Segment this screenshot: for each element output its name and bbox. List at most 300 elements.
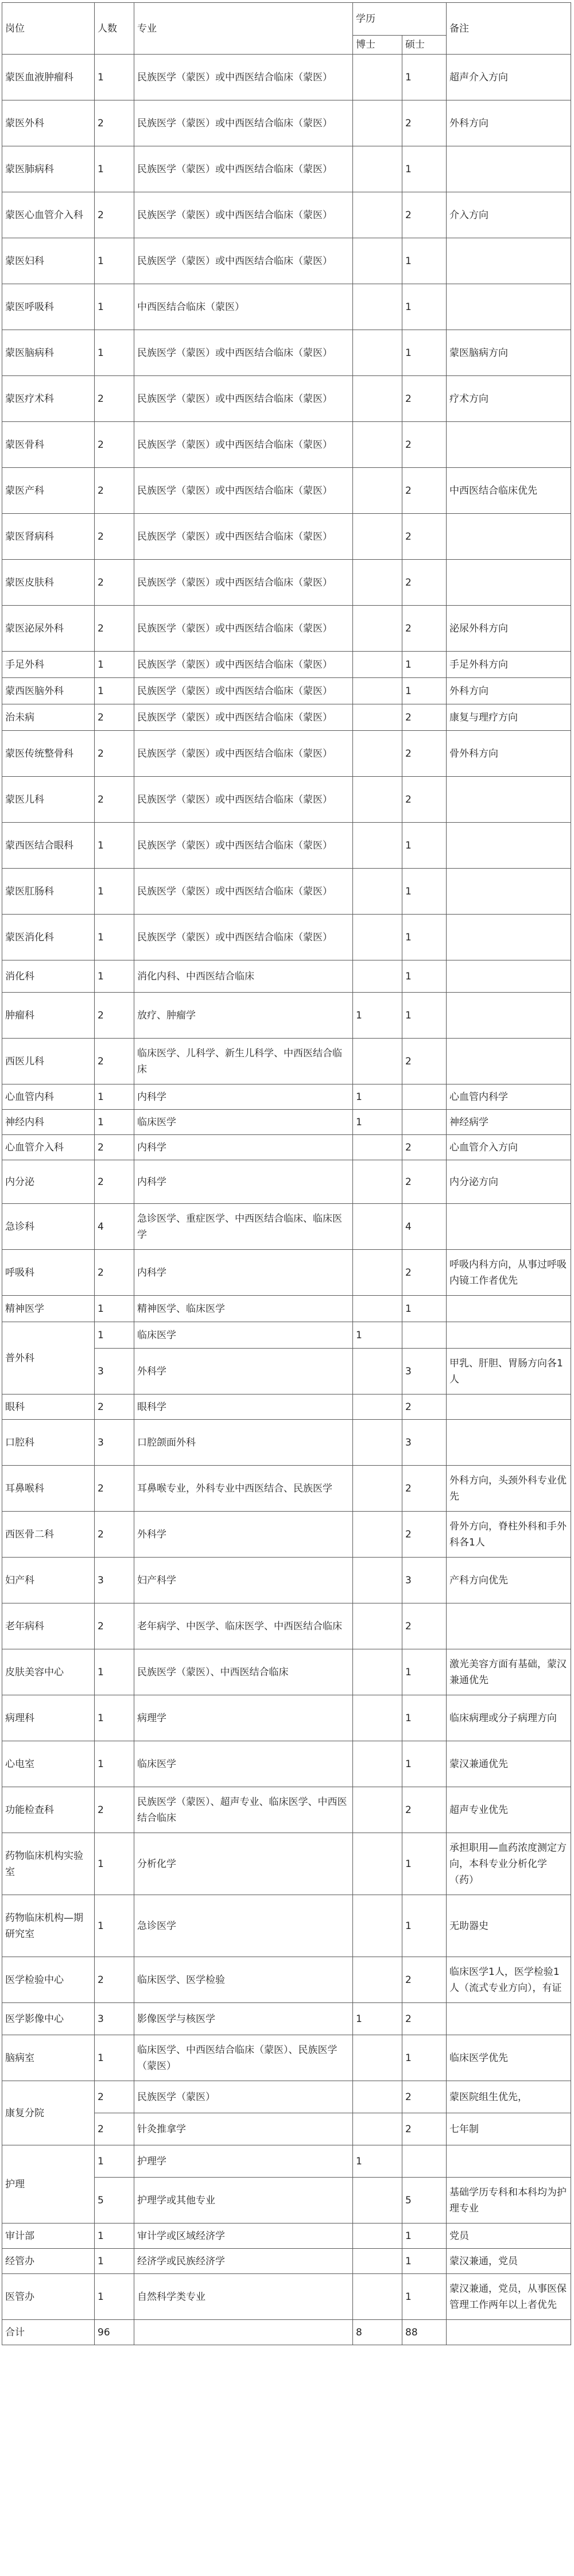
post-cell: 急诊科 <box>2 1204 95 1250</box>
count-cell: 2 <box>95 468 134 514</box>
phd-cell: 1 <box>353 2003 402 2035</box>
table-row <box>2 993 571 1039</box>
post-cell: 蒙医肛肠科 <box>2 869 95 915</box>
post-cell: 蒙医血液肿瘤科 <box>2 55 95 100</box>
post-cell: 药物临床机构—期研究室 <box>2 1895 95 1957</box>
note-cell <box>447 1039 571 1084</box>
major-cell: 内科学 <box>134 1160 353 1204</box>
note-cell: 外科方向 <box>447 100 571 146</box>
master-cell: 1 <box>402 960 447 993</box>
table-row <box>2 1787 571 1833</box>
note-cell: 超声专业优先 <box>447 1787 571 1833</box>
master-cell: 3 <box>402 1349 447 1394</box>
major-cell: 民族医学（蒙医）或中西医结合临床（蒙医） <box>134 823 353 869</box>
post-cell: 妇产科 <box>2 1558 95 1603</box>
master-cell <box>402 2145 447 2178</box>
table-row <box>2 1135 571 1160</box>
table-row <box>2 238 571 284</box>
major-cell: 临床医学、中西医结合临床（蒙医）、民族医学（蒙医） <box>134 2035 353 2081</box>
note-cell: 骨外方向，脊柱外科和手外科各1人 <box>447 1512 571 1558</box>
major-cell: 民族医学（蒙医） <box>134 2081 353 2113</box>
master-cell: 1 <box>402 1833 447 1895</box>
count-cell: 1 <box>95 2145 134 2178</box>
phd-cell <box>353 1135 402 1160</box>
post-cell: 眼科 <box>2 1394 95 1420</box>
phd-cell <box>353 1039 402 1084</box>
major-cell: 民族医学（蒙医）或中西医结合临床（蒙医） <box>134 606 353 652</box>
note-cell: 心血管内科学 <box>447 1084 571 1110</box>
table-row <box>2 1833 571 1895</box>
phd-cell <box>353 146 402 192</box>
table-row <box>2 192 571 238</box>
post-cell: 蒙医呼吸科 <box>2 284 95 330</box>
count-cell: 2 <box>95 1250 134 1296</box>
master-cell: 3 <box>402 1558 447 1603</box>
phd-cell <box>353 2249 402 2274</box>
phd-cell <box>353 1833 402 1895</box>
count-cell: 5 <box>95 2178 134 2224</box>
post-cell: 护理 <box>2 2145 95 2224</box>
major-cell: 民族医学（蒙医）或中西医结合临床（蒙医） <box>134 376 353 422</box>
master-cell: 2 <box>402 560 447 606</box>
phd-cell <box>353 915 402 960</box>
count-cell: 2 <box>95 376 134 422</box>
table-row <box>2 704 571 731</box>
count-cell: 1 <box>95 652 134 678</box>
major-cell: 分析化学 <box>134 1833 353 1895</box>
table-row <box>2 1394 571 1420</box>
table-row <box>2 146 571 192</box>
table-row <box>2 1296 571 1322</box>
note-cell: 七年制 <box>447 2113 571 2145</box>
phd-cell: 1 <box>353 1322 402 1349</box>
count-cell: 3 <box>95 2003 134 2035</box>
table-row <box>2 1603 571 1649</box>
phd-cell <box>353 1512 402 1558</box>
phd-cell <box>353 376 402 422</box>
master-cell: 1 <box>402 2224 447 2249</box>
note-cell <box>447 915 571 960</box>
note-cell <box>447 560 571 606</box>
major-cell: 老年病学、中医学、临床医学、中西医结合临床 <box>134 1603 353 1649</box>
major-cell: 临床医学 <box>134 1322 353 1349</box>
post-cell: 内分泌 <box>2 1160 95 1204</box>
master-cell: 2 <box>402 777 447 823</box>
note-cell: 无助器史 <box>447 1895 571 1957</box>
note-cell <box>447 1394 571 1420</box>
master-cell: 2 <box>402 731 447 777</box>
post-cell: 蒙西医结合眼科 <box>2 823 95 869</box>
phd-cell <box>353 560 402 606</box>
table-row <box>2 2249 571 2274</box>
phd-cell: 1 <box>353 2145 402 2178</box>
count-cell: 2 <box>95 1512 134 1558</box>
major-cell: 急诊医学、重症医学、中西医结合临床、临床医学 <box>134 1204 353 1250</box>
master-cell: 1 <box>402 55 447 100</box>
total-row <box>2 2320 571 2345</box>
major-cell: 耳鼻喉专业，外科专业中西医结合、民族医学 <box>134 1466 353 1512</box>
major-cell: 妇产科学 <box>134 1558 353 1603</box>
table-row <box>2 468 571 514</box>
phd-cell <box>353 192 402 238</box>
note-cell: 手足外科方向 <box>447 652 571 678</box>
count-cell: 1 <box>95 330 134 376</box>
post-cell: 蒙医疗术科 <box>2 376 95 422</box>
post-cell: 口腔科 <box>2 1420 95 1466</box>
major-cell: 临床医学 <box>134 1110 353 1135</box>
post-cell: 蒙医儿科 <box>2 777 95 823</box>
table-row <box>2 1512 571 1558</box>
note-cell <box>447 2003 571 2035</box>
table-row <box>2 1695 571 1741</box>
total-master: 88 <box>402 2320 447 2345</box>
master-cell: 1 <box>402 2274 447 2320</box>
note-cell: 骨外科方向 <box>447 731 571 777</box>
phd-cell <box>353 1420 402 1466</box>
phd-cell <box>353 2081 402 2113</box>
note-cell: 内分泌方向 <box>447 1160 571 1204</box>
phd-cell <box>353 2178 402 2224</box>
note-cell: 外科方向，头颈外科专业优先 <box>447 1466 571 1512</box>
table-row <box>2 1957 571 2003</box>
master-cell: 1 <box>402 238 447 284</box>
master-cell: 2 <box>402 100 447 146</box>
major-cell: 民族医学（蒙医）或中西医结合临床（蒙医） <box>134 100 353 146</box>
table-row <box>2 2224 571 2249</box>
post-cell: 西医骨二科 <box>2 1512 95 1558</box>
phd-cell <box>353 1394 402 1420</box>
major-cell: 经济学或民族经济学 <box>134 2249 353 2274</box>
master-cell: 2 <box>402 1512 447 1558</box>
count-cell: 1 <box>95 1110 134 1135</box>
header-count: 人数 <box>95 3 134 55</box>
count-cell: 2 <box>95 2081 134 2113</box>
major-cell: 民族医学（蒙医）或中西医结合临床（蒙医） <box>134 915 353 960</box>
note-cell: 外科方向 <box>447 678 571 704</box>
post-cell: 心血管介入科 <box>2 1135 95 1160</box>
phd-cell <box>353 100 402 146</box>
count-cell: 2 <box>95 777 134 823</box>
table-row <box>2 869 571 915</box>
post-cell: 脑病室 <box>2 2035 95 2081</box>
master-cell: 1 <box>402 2035 447 2081</box>
note-cell: 临床医学1人，医学检验1人（流式专业方向），有证 <box>447 1957 571 2003</box>
post-cell: 老年病科 <box>2 1603 95 1649</box>
phd-cell <box>353 606 402 652</box>
master-cell: 1 <box>402 1649 447 1695</box>
table-row <box>2 560 571 606</box>
master-cell: 1 <box>402 915 447 960</box>
post-cell: 心血管内科 <box>2 1084 95 1110</box>
master-cell <box>402 1084 447 1110</box>
table-row <box>2 606 571 652</box>
post-cell: 经管办 <box>2 2249 95 2274</box>
major-cell: 民族医学（蒙医）或中西医结合临床（蒙医） <box>134 422 353 468</box>
major-cell: 民族医学（蒙医）或中西医结合临床（蒙医） <box>134 869 353 915</box>
count-cell: 2 <box>95 1135 134 1160</box>
post-cell: 蒙医肾病科 <box>2 514 95 560</box>
phd-cell <box>353 1603 402 1649</box>
table-row <box>2 1741 571 1787</box>
major-cell: 民族医学（蒙医）或中西医结合临床（蒙医） <box>134 468 353 514</box>
table-row <box>2 1250 571 1296</box>
note-cell: 超声介入方向 <box>447 55 571 100</box>
table-row <box>2 1160 571 1204</box>
count-cell: 2 <box>95 731 134 777</box>
master-cell: 1 <box>402 1741 447 1787</box>
count-cell: 3 <box>95 1558 134 1603</box>
major-cell: 病理学 <box>134 1695 353 1741</box>
note-cell <box>447 1296 571 1322</box>
table-row <box>2 1039 571 1084</box>
note-cell: 心血管介入方向 <box>447 1135 571 1160</box>
major-cell: 中西医结合临床（蒙医） <box>134 284 353 330</box>
note-cell <box>447 993 571 1039</box>
major-cell: 临床医学 <box>134 1741 353 1787</box>
post-cell: 医管办 <box>2 2274 95 2320</box>
header-row <box>2 3 571 36</box>
table-row <box>2 514 571 560</box>
master-cell: 1 <box>402 1695 447 1741</box>
count-cell: 2 <box>95 1787 134 1833</box>
post-cell: 手足外科 <box>2 652 95 678</box>
major-cell: 护理学或其他专业 <box>134 2178 353 2224</box>
header-education: 学历 <box>353 3 447 36</box>
master-cell: 2 <box>402 1466 447 1512</box>
note-cell: 承担职用—血药浓度测定方向，本科专业分析化学（药） <box>447 1833 571 1895</box>
phd-cell <box>353 55 402 100</box>
phd-cell <box>353 2274 402 2320</box>
count-cell: 1 <box>95 1084 134 1110</box>
master-cell: 2 <box>402 1957 447 2003</box>
post-cell: 蒙医皮肤科 <box>2 560 95 606</box>
table-row <box>2 777 571 823</box>
total-count: 96 <box>95 2320 134 2345</box>
major-cell: 民族医学（蒙医）或中西医结合临床（蒙医） <box>134 704 353 731</box>
master-cell: 1 <box>402 823 447 869</box>
phd-cell <box>353 1204 402 1250</box>
count-cell: 2 <box>95 1957 134 2003</box>
count-cell: 1 <box>95 1895 134 1957</box>
note-cell: 康复与理疗方向 <box>447 704 571 731</box>
table-row <box>2 678 571 704</box>
table-row <box>2 2274 571 2320</box>
note-cell: 甲乳、肝胆、胃肠方向各1人 <box>447 1349 571 1394</box>
post-cell: 普外科 <box>2 1322 95 1394</box>
major-cell: 外科学 <box>134 1512 353 1558</box>
phd-cell <box>353 1296 402 1322</box>
count-cell: 1 <box>95 146 134 192</box>
table-row <box>2 1420 571 1466</box>
count-cell: 1 <box>95 823 134 869</box>
post-cell: 皮肤美容中心 <box>2 1649 95 1695</box>
phd-cell <box>353 1649 402 1695</box>
header-master: 硕士 <box>402 36 447 55</box>
master-cell: 1 <box>402 678 447 704</box>
note-cell <box>447 1603 571 1649</box>
master-cell: 4 <box>402 1204 447 1250</box>
post-cell: 功能检查科 <box>2 1787 95 1833</box>
count-cell: 2 <box>95 1160 134 1204</box>
post-cell: 蒙西医脑外科 <box>2 678 95 704</box>
major-cell: 民族医学（蒙医）或中西医结合临床（蒙医） <box>134 330 353 376</box>
post-cell: 消化科 <box>2 960 95 993</box>
count-cell: 2 <box>95 1394 134 1420</box>
note-cell: 介入方向 <box>447 192 571 238</box>
phd-cell <box>353 1695 402 1741</box>
note-cell: 蒙汉兼通，党员 <box>447 2249 571 2274</box>
master-cell: 1 <box>402 284 447 330</box>
note-cell <box>447 514 571 560</box>
phd-cell <box>353 2224 402 2249</box>
total-label: 合计 <box>2 2320 95 2345</box>
phd-cell <box>353 330 402 376</box>
phd-cell <box>353 1349 402 1394</box>
post-cell: 蒙医骨科 <box>2 422 95 468</box>
note-cell: 党员 <box>447 2224 571 2249</box>
count-cell: 2 <box>95 560 134 606</box>
phd-cell: 1 <box>353 993 402 1039</box>
count-cell: 1 <box>95 1741 134 1787</box>
post-cell: 医学检验中心 <box>2 1957 95 2003</box>
count-cell: 1 <box>95 1322 134 1349</box>
note-cell: 产科方向优先 <box>447 1558 571 1603</box>
post-cell: 蒙医传统整骨科 <box>2 731 95 777</box>
note-cell: 疗术方向 <box>447 376 571 422</box>
note-cell <box>447 2145 571 2178</box>
table-row <box>2 1322 571 1349</box>
post-cell: 蒙医消化科 <box>2 915 95 960</box>
phd-cell <box>353 422 402 468</box>
table-row <box>2 284 571 330</box>
major-cell: 民族医学（蒙医）或中西医结合临床（蒙医） <box>134 678 353 704</box>
count-cell: 1 <box>95 915 134 960</box>
note-cell <box>447 777 571 823</box>
table-row <box>2 1895 571 1957</box>
phd-cell <box>353 1558 402 1603</box>
table-row <box>2 422 571 468</box>
count-cell: 2 <box>95 704 134 731</box>
count-cell: 2 <box>95 1039 134 1084</box>
total-phd: 8 <box>353 2320 402 2345</box>
major-cell: 临床医学、医学检验 <box>134 1957 353 2003</box>
phd-cell <box>353 704 402 731</box>
major-cell: 精神医学、临床医学 <box>134 1296 353 1322</box>
post-cell: 药物临床机构实验室 <box>2 1833 95 1895</box>
post-cell: 精神医学 <box>2 1296 95 1322</box>
total-major <box>134 2320 353 2345</box>
note-cell: 蒙汉兼通，党员，从事医保管理工作两年以上者优先 <box>447 2274 571 2320</box>
master-cell: 2 <box>402 468 447 514</box>
major-cell: 眼科学 <box>134 1394 353 1420</box>
note-cell: 基础学历专科和本科均为护理专业 <box>447 2178 571 2224</box>
master-cell: 1 <box>402 1296 447 1322</box>
major-cell: 民族医学（蒙医）或中西医结合临床（蒙医） <box>134 731 353 777</box>
count-cell: 1 <box>95 2274 134 2320</box>
phd-cell <box>353 1741 402 1787</box>
post-cell: 蒙医妇科 <box>2 238 95 284</box>
note-cell <box>447 1204 571 1250</box>
major-cell: 民族医学（蒙医）或中西医结合临床（蒙医） <box>134 238 353 284</box>
note-cell: 神经病学 <box>447 1110 571 1135</box>
table-row <box>2 2035 571 2081</box>
major-cell: 民族医学（蒙医）或中西医结合临床（蒙医） <box>134 652 353 678</box>
header-note: 备注 <box>447 3 571 55</box>
master-cell <box>402 1322 447 1349</box>
count-cell: 1 <box>95 1649 134 1695</box>
table-row <box>2 1466 571 1512</box>
header-major: 专业 <box>134 3 353 55</box>
master-cell: 2 <box>402 422 447 468</box>
count-cell: 1 <box>95 284 134 330</box>
table-row <box>2 2081 571 2113</box>
major-cell: 民族医学（蒙医）或中西医结合临床（蒙医） <box>134 55 353 100</box>
note-cell: 激光美容方面有基础，蒙汉兼通优先 <box>447 1649 571 1695</box>
count-cell: 3 <box>95 1420 134 1466</box>
count-cell: 4 <box>95 1204 134 1250</box>
major-cell: 内科学 <box>134 1084 353 1110</box>
major-cell: 临床医学、儿科学、新生儿科学、中西医结合临床 <box>134 1039 353 1084</box>
post-cell: 病理科 <box>2 1695 95 1741</box>
phd-cell <box>353 1250 402 1296</box>
count-cell: 1 <box>95 2249 134 2274</box>
phd-cell <box>353 2113 402 2145</box>
major-cell: 民族医学（蒙医）或中西医结合临床（蒙医） <box>134 560 353 606</box>
post-cell: 审计部 <box>2 2224 95 2249</box>
table-row <box>2 100 571 146</box>
note-cell <box>447 1420 571 1466</box>
count-cell: 2 <box>95 192 134 238</box>
table-row <box>2 2145 571 2178</box>
phd-cell <box>353 777 402 823</box>
count-cell: 2 <box>95 2113 134 2145</box>
count-cell: 1 <box>95 960 134 993</box>
master-cell: 1 <box>402 2249 447 2274</box>
major-cell: 民族医学（蒙医）、中西医结合临床 <box>134 1649 353 1695</box>
master-cell: 2 <box>402 2113 447 2145</box>
post-cell: 蒙医肺病科 <box>2 146 95 192</box>
major-cell: 审计学或区域经济学 <box>134 2224 353 2249</box>
post-cell: 西医儿科 <box>2 1039 95 1084</box>
count-cell: 1 <box>95 2224 134 2249</box>
major-cell: 影像医学与核医学 <box>134 2003 353 2035</box>
master-cell: 2 <box>402 2081 447 2113</box>
table-row <box>2 1558 571 1603</box>
major-cell: 消化内科、中西医结合临床 <box>134 960 353 993</box>
note-cell <box>447 869 571 915</box>
count-cell: 1 <box>95 2035 134 2081</box>
note-cell: 中西医结合临床优先 <box>447 468 571 514</box>
note-cell <box>447 960 571 993</box>
phd-cell <box>353 238 402 284</box>
phd-cell <box>353 1957 402 2003</box>
major-cell: 内科学 <box>134 1250 353 1296</box>
phd-cell <box>353 731 402 777</box>
master-cell: 2 <box>402 606 447 652</box>
note-cell: 蒙医院组生优先， <box>447 2081 571 2113</box>
count-cell: 2 <box>95 422 134 468</box>
phd-cell <box>353 2035 402 2081</box>
master-cell: 2 <box>402 1250 447 1296</box>
note-cell <box>447 146 571 192</box>
master-cell: 2 <box>402 514 447 560</box>
count-cell: 1 <box>95 238 134 284</box>
post-cell: 康复分院 <box>2 2081 95 2145</box>
major-cell: 针灸推拿学 <box>134 2113 353 2145</box>
master-cell: 3 <box>402 1420 447 1466</box>
phd-cell <box>353 960 402 993</box>
table-row <box>2 330 571 376</box>
